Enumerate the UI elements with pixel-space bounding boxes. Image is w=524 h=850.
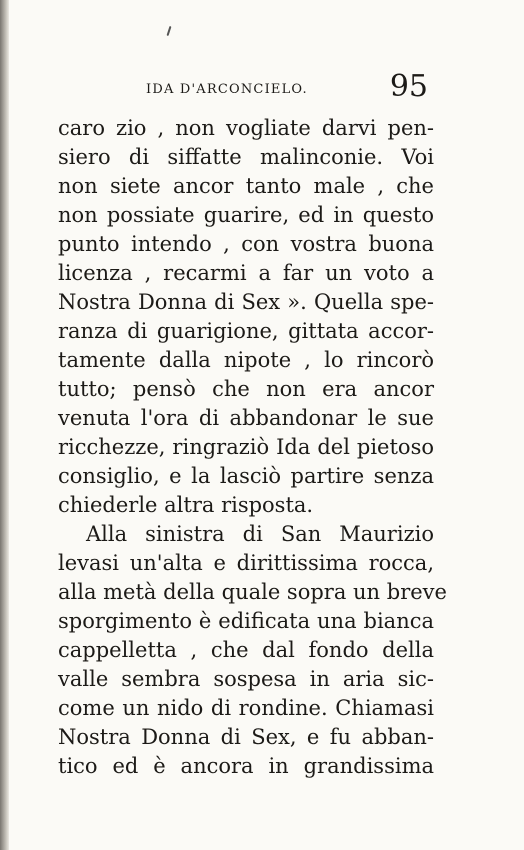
paragraph-1 [58,114,434,520]
text-line: punto intendo , con vostra buona [58,232,434,256]
text-line: venuta l'ora di abbandonar le sue [58,406,434,430]
book-page [58,69,447,781]
text-line: tamente dalla nipote , lo rincorò [58,348,434,372]
paragraph-2 [58,520,447,781]
text-line: cappelletta , che dal fondo della [58,638,434,662]
text-line: non siete ancor tanto male , che [58,174,434,198]
text-line: come un nido di rondine. Chiamasi [58,696,434,720]
text-line: siero di siffatte malinconie. Voi [58,145,434,169]
text-line: consiglio, e la lasciò partire senza [58,464,434,488]
text-line: ranza di guarigione, gittata accor- [58,319,434,343]
text-line: sporgimento è edificata una bianca [58,609,434,633]
text-line: non possiate guarire, ed in questo [58,203,434,227]
text-line: levasi un'alta e dirittissima rocca, [58,551,434,575]
running-head [58,69,434,114]
text-line: tutto; pensò che non era ancor [58,377,434,401]
text-line: valle sembra sospesa in aria sic- [58,667,434,691]
text-line: chiederle altra risposta. [58,493,314,517]
text-line: Nostra Donna di Sex, e fu abban- [58,725,434,749]
text-line: licenza , recarmi a far un voto a [58,261,434,285]
text-line: ricchezze, ringraziò Ida del pietoso [58,435,434,459]
page-gutter-shadow [0,0,9,850]
running-title: IDA D'ARCONCIELO. [146,82,308,97]
text-line: Alla sinistra di San Maurizio [86,522,434,546]
text-line: Nostra Donna di Sex ». Quella spe- [58,290,434,314]
text-line: alla metà della quale sopra un breve [58,580,447,604]
page-number: 95 [389,69,428,104]
ink-speck [167,26,172,36]
text-line: caro zio , non vogliate darvi pen- [58,116,434,140]
text-line: tico ed è ancora in grandissima [58,754,434,778]
